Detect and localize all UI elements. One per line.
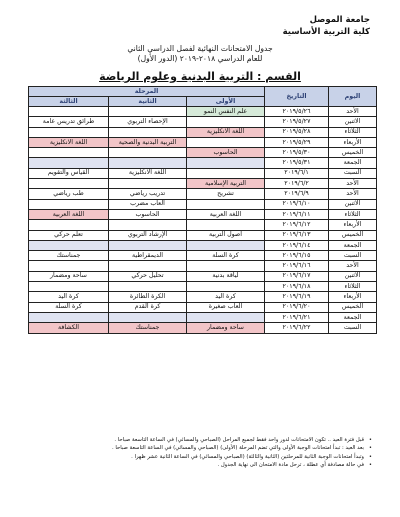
date-cell: ٢٠١٩/٦/١٨ (265, 282, 329, 292)
day-cell: الثلاثاء (329, 282, 377, 292)
day-cell: الخميس (329, 302, 377, 312)
third-stage-cell (29, 220, 109, 230)
first-stage-cell (187, 312, 265, 322)
date-cell: ٢٠١٩/٦/١٦ (265, 261, 329, 271)
day-cell: الجمعة (329, 158, 377, 168)
department-heading (0, 70, 400, 83)
first-stage-cell (187, 220, 265, 230)
title-line-1: جدول الامتحانات النهائية لفصل الدراسي الثاني (127, 44, 273, 53)
table-row (29, 189, 377, 199)
table-row (29, 209, 377, 219)
date-cell: ٢٠١٩/٦/١٣ (265, 230, 329, 240)
date-cell: ٢٠١٩/٦/٩ (265, 189, 329, 199)
day-cell: الخميس (329, 230, 377, 240)
third-stage-cell: كرة السلة (29, 302, 109, 312)
date-cell: ٢٠١٩/٦/١ (265, 168, 329, 178)
first-stage-cell: كرة السلة (187, 251, 265, 261)
date-header: التاريخ (265, 87, 329, 107)
first-stage-cell: التربية الإسلامية (187, 179, 265, 189)
second-stage-cell (109, 107, 187, 117)
college-name: كلية التربية الأساسية (282, 27, 370, 37)
date-cell: ٢٠١٩/٥/٣١ (265, 158, 329, 168)
third-stage-cell (29, 158, 109, 168)
second-stage-cell: تحليل حركي (109, 271, 187, 281)
table-row (29, 312, 377, 322)
first-stage-cell (187, 282, 265, 292)
note-item (12, 444, 372, 452)
first-stage-cell: تشريح (187, 189, 265, 199)
date-cell: ٢٠١٩/٦/١٢ (265, 220, 329, 230)
day-cell: الأحد (329, 179, 377, 189)
second-stage-header: الثانية (109, 97, 187, 107)
date-cell: ٢٠١٩/٦/١١ (265, 209, 329, 219)
first-stage-cell: لياقة بدنية (187, 271, 265, 281)
third-stage-cell (29, 282, 109, 292)
day-cell: الجمعة (329, 240, 377, 250)
second-stage-cell (109, 127, 187, 137)
third-stage-cell: اللغة الانكليزية (29, 137, 109, 147)
second-stage-cell: الديمقراطية (109, 251, 187, 261)
third-stage-cell: طرائق تدريس عامة (29, 117, 109, 127)
table-row (29, 199, 377, 209)
note-item (12, 436, 372, 444)
date-cell: ٢٠١٩/٦/٢٢ (265, 323, 329, 333)
second-stage-cell (109, 148, 187, 158)
third-stage-cell: تعلم حركي (29, 230, 109, 240)
first-stage-header: الأولى (187, 97, 265, 107)
third-stage-cell: ساحة ومضمار (29, 271, 109, 281)
note-item (12, 453, 372, 461)
date-cell: ٢٠١٩/٥/٢٧ (265, 117, 329, 127)
third-stage-cell (29, 179, 109, 189)
date-cell: ٢٠١٩/٦/٢ (265, 179, 329, 189)
university-name: جامعة الموصل (309, 15, 370, 25)
third-stage-cell: كرة اليد (29, 292, 109, 302)
note-item (12, 461, 372, 469)
table-row (29, 137, 377, 147)
day-cell: الأحد (329, 107, 377, 117)
second-stage-cell (109, 261, 187, 271)
table-row (29, 251, 377, 261)
second-stage-cell: التربية البدنية والصحية (109, 137, 187, 147)
date-cell: ٢٠١٩/٦/١٥ (265, 251, 329, 261)
date-cell: ٢٠١٩/٦/٢١ (265, 312, 329, 322)
table-row (29, 302, 377, 312)
second-stage-cell (109, 179, 187, 189)
date-cell: ٢٠١٩/٦/١٠ (265, 199, 329, 209)
first-stage-cell: أصول التربية (187, 230, 265, 240)
third-stage-cell (29, 199, 109, 209)
third-stage-cell (29, 127, 109, 137)
second-stage-cell (109, 312, 187, 322)
table-row (29, 323, 377, 333)
second-stage-cell: الحاسوب (109, 209, 187, 219)
table-row (29, 220, 377, 230)
date-cell: ٢٠١٩/٥/٢٦ (265, 107, 329, 117)
second-stage-cell: جمناستك (109, 323, 187, 333)
table-row (29, 230, 377, 240)
second-stage-cell: ألعاب مضرب (109, 199, 187, 209)
second-stage-cell (109, 240, 187, 250)
day-cell: الخميس (329, 148, 377, 158)
first-stage-cell: اللغة العربية (187, 209, 265, 219)
table-row (29, 282, 377, 292)
table-row (29, 117, 377, 127)
date-cell: ٢٠١٩/٥/٣٠ (265, 148, 329, 158)
date-cell: ٢٠١٩/٦/٢٠ (265, 302, 329, 312)
first-stage-cell: كرة اليد (187, 292, 265, 302)
stage-header: المرحلة (29, 87, 265, 97)
date-cell: ٢٠١٩/٥/٢٨ (265, 127, 329, 137)
note-text: بعد العيد : تبدأ امتحانات الوجبة الأولى والتي تضم المرحلة (الأولى) (الصباحي والمسائي) في الساعة التاسعة صباحا . (111, 445, 364, 452)
day-cell: الأربعاء (329, 220, 377, 230)
day-cell: الاثنين (329, 199, 377, 209)
third-stage-cell: جمناستك (29, 251, 109, 261)
third-stage-cell: طب رياضي (29, 189, 109, 199)
second-stage-cell: الكرة الطائرة (109, 292, 187, 302)
first-stage-cell (187, 117, 265, 127)
first-stage-cell: ساحة ومضمار (187, 323, 265, 333)
first-stage-cell: علم النفس النمو (187, 107, 265, 117)
third-stage-cell: الكشافة (29, 323, 109, 333)
note-text: في حالة مصادفة أي عطلة ، ترحل مادة الامتحان الى نهاية الجدول . (217, 462, 364, 469)
day-cell: الجمعة (329, 312, 377, 322)
second-stage-cell: اللغة الانكليزية (109, 168, 187, 178)
first-stage-cell: ألعاب صغيرة (187, 302, 265, 312)
third-stage-cell (29, 312, 109, 322)
date-cell: ٢٠١٩/٥/٢٩ (265, 137, 329, 147)
table-row (29, 179, 377, 189)
second-stage-cell: الإحصاء التربوي (109, 117, 187, 127)
date-cell: ٢٠١٩/٦/١٩ (265, 292, 329, 302)
day-cell: الثلاثاء (329, 209, 377, 219)
first-stage-cell (187, 199, 265, 209)
day-cell: الأربعاء (329, 292, 377, 302)
first-stage-cell (187, 261, 265, 271)
bullet-icon: • (368, 445, 372, 452)
table-row (29, 240, 377, 250)
first-stage-cell (187, 240, 265, 250)
first-stage-cell (187, 168, 265, 178)
third-stage-cell: اللغة العربية (29, 209, 109, 219)
table-row (29, 107, 377, 117)
document-title (0, 44, 400, 63)
table-row (29, 148, 377, 158)
table-row (29, 127, 377, 137)
second-stage-cell: كرة القدم (109, 302, 187, 312)
third-stage-header: الثالثة (29, 97, 109, 107)
table-row (29, 271, 377, 281)
notes-list (12, 436, 372, 470)
first-stage-cell (187, 158, 265, 168)
second-stage-cell (109, 220, 187, 230)
day-cell: السبت (329, 251, 377, 261)
exam-schedule-table (28, 86, 377, 334)
day-cell: الأحد (329, 189, 377, 199)
department-name: القسم : التربية البدنية وعلوم الرياضة (99, 70, 301, 83)
note-text: وتبدأ امتحانات الوجبة الثانية للمرحلتين (الثانية والثالثة) (الصباحي والمسائي) في الساعة الثانية عشر ظهرا . (131, 453, 364, 460)
bullet-icon: • (368, 453, 372, 460)
table-row (29, 168, 377, 178)
first-stage-cell: الحاسوب (187, 148, 265, 158)
third-stage-cell (29, 261, 109, 271)
day-header: اليوم (329, 87, 377, 107)
day-cell: الأربعاء (329, 137, 377, 147)
second-stage-cell: الإرشاد التربوي (109, 230, 187, 240)
third-stage-cell (29, 107, 109, 117)
day-cell: الاثنين (329, 117, 377, 127)
table-row (29, 292, 377, 302)
day-cell: الثلاثاء (329, 127, 377, 137)
university-header (283, 14, 370, 38)
day-cell: السبت (329, 168, 377, 178)
date-cell: ٢٠١٩/٦/١٤ (265, 240, 329, 250)
day-cell: الأحد (329, 261, 377, 271)
table-row (29, 261, 377, 271)
title-line-2: للعام الدراسي ٢٠١٨-٢٠١٩ (الدور الأول) (137, 53, 263, 63)
third-stage-cell: القياس والتقويم (29, 168, 109, 178)
bullet-icon: • (368, 462, 372, 469)
second-stage-cell: تدريب رياضي (109, 189, 187, 199)
day-cell: الاثنين (329, 271, 377, 281)
second-stage-cell (109, 158, 187, 168)
bullet-icon: • (368, 437, 372, 443)
third-stage-cell (29, 240, 109, 250)
third-stage-cell (29, 148, 109, 158)
first-stage-cell (187, 137, 265, 147)
first-stage-cell: اللغة الانكليزية (187, 127, 265, 137)
second-stage-cell (109, 282, 187, 292)
table-row (29, 158, 377, 168)
note-text: قبل فترة العيد .. تكون الامتحانات لدور واحد فقط لجميع المراحل (الصباحي والمسائي) في الساعة التاسعة صباحا . (114, 437, 364, 443)
date-cell: ٢٠١٩/٦/١٧ (265, 271, 329, 281)
day-cell: السبت (329, 323, 377, 333)
